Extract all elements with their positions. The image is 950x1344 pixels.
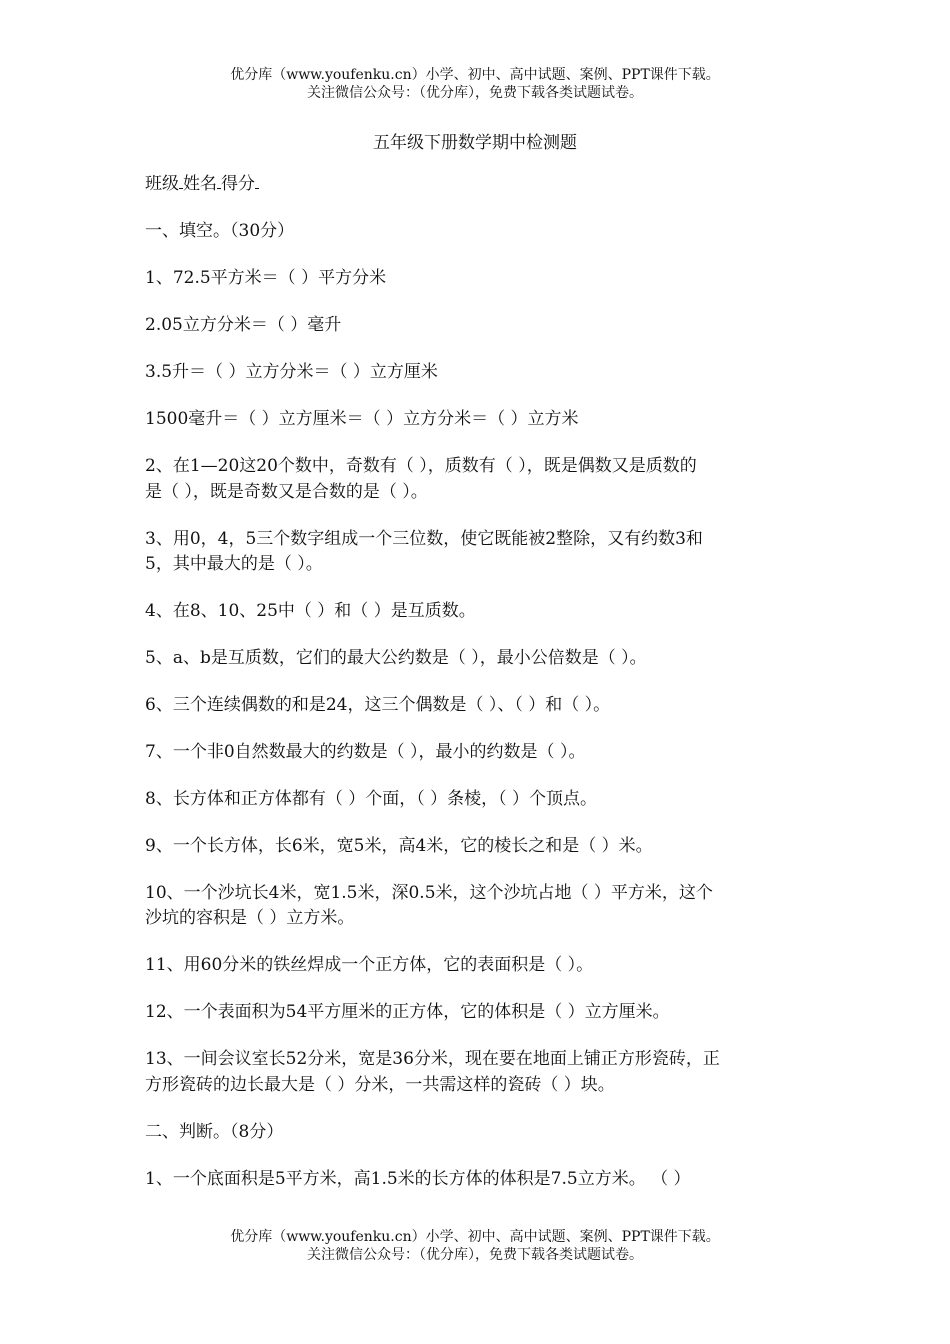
question-line: 2.05立方分米＝（ ）毫升 [145, 315, 342, 335]
footer-line-1: 优分库（www.youfenku.cn）小学、初中、高中试题、案例、PPT课件下载。 [230, 1229, 720, 1245]
question-line: 2、在1—20这20个数中，奇数有（ ），质数有（ ），既是偶数又是质数的 [145, 456, 697, 476]
question-line: 7、一个非0自然数最大的约数是（ ），最小的约数是（ ）。 [145, 742, 586, 762]
page-title: 五年级下册数学期中检测题 [373, 133, 577, 153]
header-line-1: 优分库（www.youfenku.cn）小学、初中、高中试题、案例、PPT课件下载。 [230, 67, 720, 83]
question-line: 3、用0，4，5三个数字组成一个三位数，使它既能被2整除，又有约数3和 [145, 529, 703, 549]
question-line: 13、一间会议室长52分米，宽是36分米，现在要在地面上铺正方形瓷砖，正 [145, 1049, 720, 1069]
name-label: 姓名 [183, 174, 217, 194]
section-2-heading: 二、判断。（8分） [145, 1122, 284, 1142]
question-line: 11、用60分米的铁丝焊成一个正方体，它的表面积是（ ）。 [145, 955, 594, 975]
student-info-line [145, 172, 259, 196]
question-line: 9、一个长方体，长6米，宽5米，高4米，它的棱长之和是（ ）米。 [145, 836, 653, 856]
score-blank [255, 174, 259, 189]
question-line: 10、一个沙坑长4米，宽1.5米，深0.5米，这个沙坑占地（ ）平方米，这个 [145, 883, 713, 903]
question-line: 3.5升＝（ ）立方分米＝（ ）立方厘米 [145, 362, 438, 382]
question-line: 沙坑的容积是（ ）立方米。 [145, 908, 355, 928]
footer-line-2: 关注微信公众号：（优分库），免费下载各类试题试卷。 [307, 1247, 643, 1263]
class-label: 班级 [145, 174, 179, 194]
section-1-heading: 一、填空。（30分） [145, 221, 295, 241]
question-line: 1、一个底面积是5平方米，高1.5米的长方体的体积是7.5立方米。 （ ） [145, 1169, 691, 1189]
question-line: 6、三个连续偶数的和是24，这三个偶数是（ ）、（ ）和（ ）。 [145, 695, 611, 715]
question-line: 5、a、b是互质数，它们的最大公约数是（ ），最小公倍数是（ ）。 [145, 648, 647, 668]
question-line: 是（ ），既是奇数又是合数的是（ ）。 [145, 482, 428, 502]
question-line: 4、在8、10、25中（ ）和（ ）是互质数。 [145, 601, 476, 621]
question-line: 方形瓷砖的边长最大是（ ）分米，一共需这样的瓷砖（ ）块。 [145, 1075, 615, 1095]
question-line: 1500毫升＝（ ）立方厘米＝（ ）立方分米＝（ ）立方米 [145, 409, 579, 429]
header-line-2: 关注微信公众号：（优分库），免费下载各类试题试卷。 [307, 85, 643, 101]
question-line: 12、一个表面积为54平方厘米的正方体，它的体积是（ ）立方厘米。 [145, 1002, 670, 1022]
score-label: 得分 [221, 174, 255, 194]
question-line: 5，其中最大的是（ ）。 [145, 554, 323, 574]
question-line: 8、长方体和正方体都有（ ）个面，（ ）条棱，（ ）个顶点。 [145, 789, 598, 809]
question-line: 1、72.5平方米＝（ ）平方分米 [145, 268, 387, 288]
